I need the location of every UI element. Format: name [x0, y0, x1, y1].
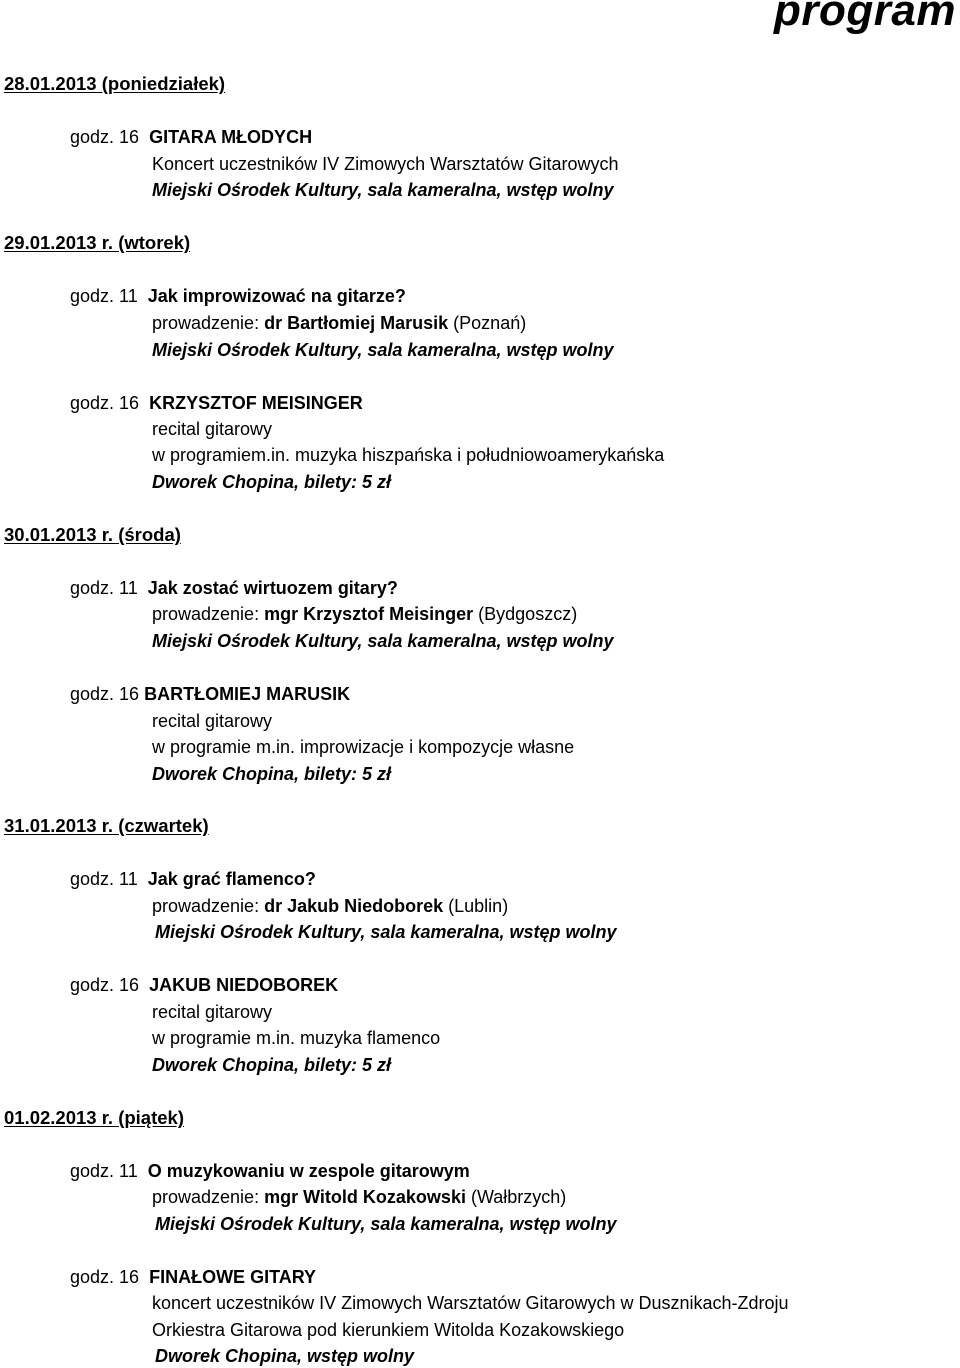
event-heading: [70, 974, 338, 996]
event-time: godz. 11: [70, 869, 138, 889]
leader-prefix: prowadzenie:: [152, 313, 260, 333]
event-venue: Miejski Ośrodek Kultury, sala kameralna, wstęp wolny: [152, 180, 614, 200]
event-venue: Miejski Ośrodek Kultury, sala kameralna, wstęp wolny: [152, 340, 614, 360]
day-date: 01.02.2013 r. (piątek): [4, 1107, 184, 1128]
event-heading: [70, 126, 312, 148]
event-title: Jak grać flamenco?: [147, 869, 316, 889]
event-heading: [70, 868, 316, 890]
leader-city: (Bydgoszcz): [478, 604, 578, 624]
event-title: GITARA MŁODYCH: [149, 127, 313, 147]
event-description: recital gitarowy: [152, 1002, 273, 1022]
event-description: recital gitarowy: [152, 711, 273, 731]
event-title: O muzykowaniu w zespole gitarowym: [147, 1161, 470, 1181]
event-venue: Miejski Ośrodek Kultury, sala kameralna, wstęp wolny: [155, 1214, 617, 1234]
event-program: w programie m.in. improwizacje i kompozycje własne: [152, 737, 575, 757]
day-date: 28.01.2013 (poniedziałek): [4, 73, 226, 94]
leader-prefix: prowadzenie:: [152, 896, 260, 916]
event-leader: [152, 603, 577, 625]
event-heading: [70, 1266, 316, 1288]
leader-city: (Poznań): [453, 313, 527, 333]
event-title: Jak improwizować na gitarze?: [147, 286, 406, 306]
leader-name: dr Jakub Niedoborek: [264, 896, 444, 916]
event-time: godz. 11: [70, 578, 138, 598]
event-venue: Dworek Chopina, bilety: 5 zł: [152, 472, 392, 492]
leader-city: (Lublin): [448, 896, 509, 916]
day-date: 30.01.2013 r. (środa): [4, 524, 181, 545]
event-heading: [70, 392, 363, 414]
event-title: Jak zostać wirtuozem gitary?: [147, 578, 398, 598]
event-venue: Dworek Chopina, wstęp wolny: [155, 1346, 415, 1366]
event-time: godz. 16: [70, 393, 140, 413]
event-venue: Dworek Chopina, bilety: 5 zł: [152, 764, 392, 784]
event-heading: [70, 1160, 470, 1182]
day-date: 31.01.2013 r. (czwartek): [4, 815, 209, 836]
event-title: FINAŁOWE GITARY: [149, 1267, 317, 1287]
event-description: Koncert uczestników IV Zimowych Warsztatów Gitarowych: [152, 154, 619, 174]
page-title: program: [774, 0, 956, 35]
event-program: w programie m.in. muzyka flamenco: [152, 1028, 441, 1048]
event-title: KRZYSZTOF MEISINGER: [149, 393, 363, 413]
event-heading: [70, 577, 398, 599]
event-program: Orkiestra Gitarowa pod kierunkiem Witolda Kozakowskiego: [152, 1320, 625, 1340]
event-program: w programiem.in. muzyka hiszpańska i południowoamerykańska: [152, 445, 665, 465]
event-time: godz. 16: [70, 684, 140, 704]
event-heading: [70, 285, 406, 307]
leader-prefix: prowadzenie:: [152, 604, 260, 624]
event-description: koncert uczestników IV Zimowych Warsztatów Gitarowych w Dusznikach-Zdroju: [152, 1293, 789, 1313]
event-leader: [152, 1186, 566, 1208]
event-heading: [70, 683, 350, 705]
event-time: godz. 11: [70, 286, 138, 306]
event-time: godz. 11: [70, 1161, 138, 1181]
leader-city: (Wałbrzych): [470, 1187, 567, 1207]
event-title: BARTŁOMIEJ MARUSIK: [144, 684, 351, 704]
event-venue: Miejski Ośrodek Kultury, sala kameralna, wstęp wolny: [152, 631, 614, 651]
day-date: 29.01.2013 r. (wtorek): [4, 232, 191, 253]
leader-name: mgr Krzysztof Meisinger: [264, 604, 474, 624]
event-leader: [152, 895, 508, 917]
event-time: godz. 16: [70, 975, 140, 995]
leader-prefix: prowadzenie:: [152, 1187, 260, 1207]
event-leader: [152, 312, 526, 334]
event-venue: Dworek Chopina, bilety: 5 zł: [152, 1055, 392, 1075]
event-time: godz. 16: [70, 127, 140, 147]
leader-name: dr Bartłomiej Marusik: [264, 313, 449, 333]
leader-name: mgr Witold Kozakowski: [264, 1187, 466, 1207]
event-description: recital gitarowy: [152, 419, 273, 439]
event-title: JAKUB NIEDOBOREK: [149, 975, 339, 995]
event-venue: Miejski Ośrodek Kultury, sala kameralna, wstęp wolny: [155, 922, 617, 942]
event-time: godz. 16: [70, 1267, 140, 1287]
